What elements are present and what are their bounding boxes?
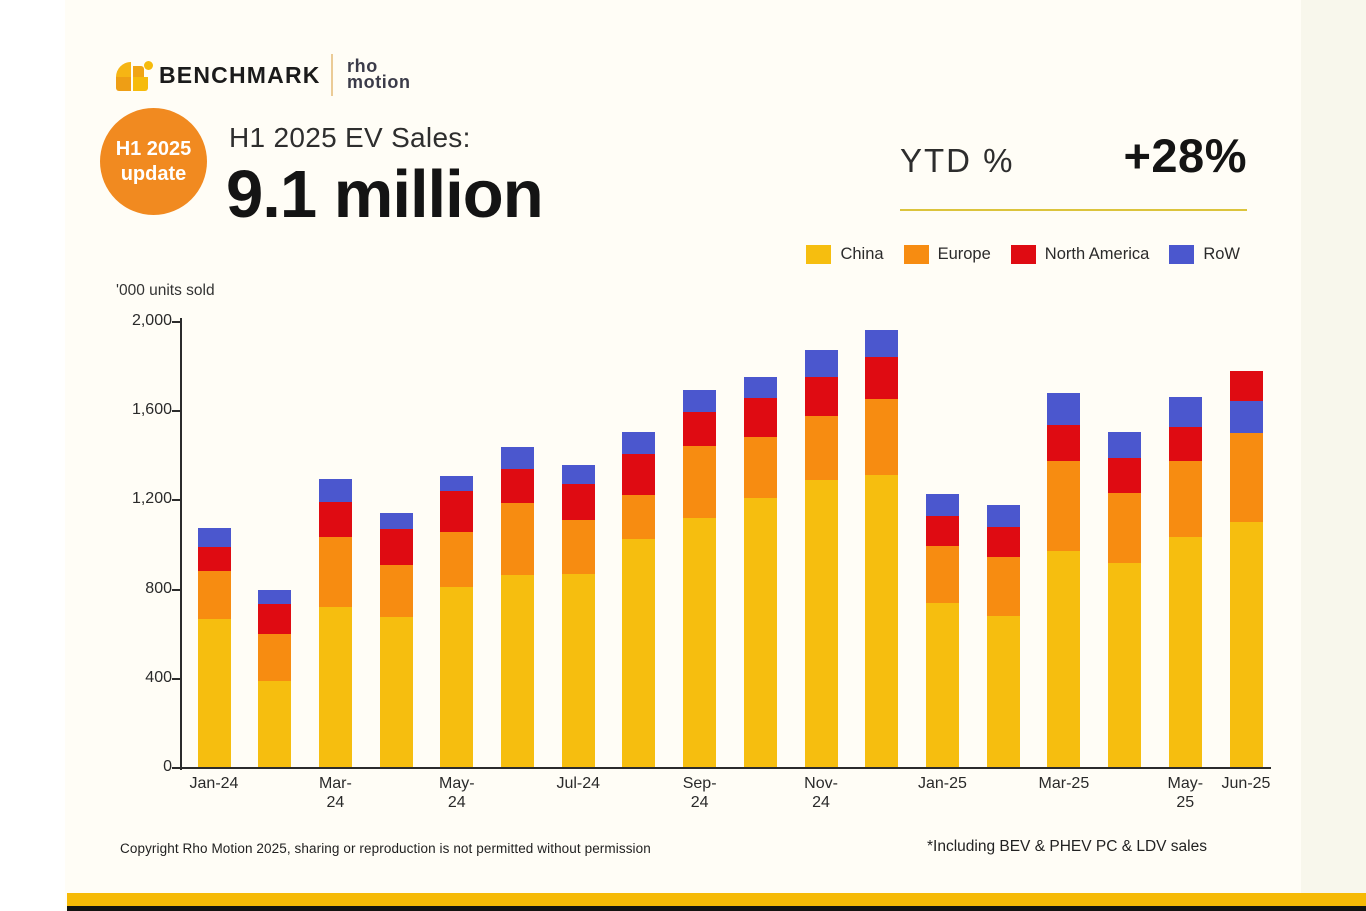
bar-segment-europe [926,546,959,603]
x-axis-label-line: Sep- [682,775,717,792]
bar-mar-24 [319,479,352,768]
bar-segment-row [1047,393,1080,424]
bar-sep-24 [683,390,716,768]
logo-divider [331,54,333,96]
x-axis-label-jan-25 [900,774,984,793]
bar-segment-europe [1108,493,1141,563]
y-tick-label-2,000: 2,000 [131,312,172,329]
bar-segment-row [744,377,777,398]
bar-segment-china [258,681,291,768]
legend-label: Europe [937,245,991,263]
bar-segment-row [1108,432,1141,458]
chart-title: H1 2025 EV Sales: [229,122,471,153]
bar-segment-north-america [380,529,413,565]
bar-segment-north-america [1108,458,1141,493]
x-axis-line [180,767,1271,769]
bar-segment-europe [1047,461,1080,550]
bar-aug-24 [622,432,655,768]
x-axis-label-line: Jun-25 [1221,775,1271,792]
x-axis-label-jan-24 [172,774,256,793]
bar-segment-row [319,479,352,501]
bar-segment-china [501,575,534,768]
bottom-black-band [67,906,1366,911]
bar-segment-china [683,518,716,768]
x-axis-label-mar-24 [293,774,377,812]
bar-jul-24 [562,465,595,768]
x-axis-label-line: 24 [326,794,345,811]
x-axis-label-line: 24 [812,794,830,811]
bar-segment-row [562,465,595,484]
x-axis-label-line: 24 [447,794,466,811]
legend [806,245,1240,264]
legend-label: China [840,245,884,263]
x-axis-label-sep-24 [658,774,742,812]
bar-segment-europe [683,446,716,518]
bar-segment-europe [562,520,595,574]
bar-oct-24 [744,377,777,768]
bar-jun-25 [1230,371,1263,768]
y-tick-mark [172,410,180,412]
bar-segment-europe [440,532,473,588]
bar-segment-europe [744,437,777,498]
footnote-text: *Including BEV & PHEV PC & LDV sales [927,838,1207,855]
bar-segment-china [1230,522,1263,768]
left-margin-strip [0,0,65,911]
bar-segment-china [1169,537,1202,768]
x-axis-label-nov-24 [779,774,863,812]
bar-segment-north-america [744,398,777,437]
bar-segment-north-america [1047,425,1080,462]
bar-segment-europe [805,416,838,481]
update-badge-line1: H1 2025 [115,137,192,160]
bar-segment-china [865,475,898,768]
y-tick-mark [172,499,180,501]
bar-may-24 [440,476,473,768]
bar-segment-china [622,539,655,768]
bar-segment-north-america [926,516,959,546]
bar-apr-25 [1108,432,1141,768]
bar-segment-north-america [805,377,838,416]
bar-segment-row [926,494,959,516]
bar-segment-china [198,619,231,768]
x-axis-label-line: 25 [1176,794,1195,811]
headline-value: 9.1 million [226,157,543,232]
legend-label: North America [1044,245,1150,263]
rho-motion-line1: rho [347,56,378,76]
bar-segment-row [198,528,231,547]
y-axis-title: '000 units sold [116,282,215,299]
bar-segment-europe [258,634,291,681]
x-axis-label-line: May- [439,775,475,792]
legend-swatch [1169,245,1194,264]
bar-segment-north-america [1169,427,1202,462]
legend-swatch [904,245,929,264]
bar-segment-china [805,480,838,768]
bar-segment-china [380,617,413,768]
y-tick-mark [172,589,180,591]
legend-swatch [1011,245,1036,264]
brand-row [113,56,321,94]
bar-may-25 [1169,397,1202,768]
bar-apr-24 [380,513,413,768]
bar-segment-china [1108,563,1141,768]
x-axis-label-jun-25 [1204,774,1288,793]
ytd-row [900,128,1247,183]
y-tick-mark [172,321,180,323]
legend-item-north-america [1011,245,1150,264]
bar-segment-north-america [440,491,473,531]
ytd-underline [900,209,1247,211]
bar-jan-25 [926,494,959,768]
bar-segment-china [440,587,473,768]
bar-nov-24 [805,350,838,768]
bar-segment-china [319,607,352,768]
bar-segment-north-america [683,412,716,445]
x-axis-label-line: Jan-24 [189,775,239,792]
legend-item-europe [904,245,991,264]
bar-segment-north-america [622,454,655,495]
x-axis-label-line: May- [1167,775,1204,792]
bar-segment-row [1230,401,1263,433]
bar-feb-24 [258,590,291,768]
bar-segment-europe [1230,433,1263,521]
y-axis-line [180,318,182,770]
ytd-value: +28% [1123,129,1247,182]
x-axis-label-line: Jan-25 [918,775,967,792]
y-tick-label-400: 400 [145,668,172,686]
bar-segment-china [562,574,595,768]
y-tick-label-0: 0 [163,758,172,775]
bar-segment-europe [501,503,534,575]
y-tick-label-1,600: 1,600 [131,401,172,419]
y-tick-label-1,200: 1,200 [131,490,172,508]
bar-segment-row [805,350,838,377]
bar-segment-row [258,590,291,604]
bar-jan-24 [198,528,231,768]
bar-segment-row [440,476,473,492]
y-tick-label-800: 800 [145,579,172,597]
bar-segment-row [1169,397,1202,427]
bar-segment-north-america [501,469,534,502]
rho-motion-wordmark [347,58,411,90]
benchmark-logo-icon [113,56,155,94]
bar-segment-row [622,432,655,453]
bar-segment-china [1047,551,1080,768]
bar-segment-north-america [198,547,231,570]
bar-segment-europe [198,571,231,619]
bar-segment-europe [622,495,655,540]
bar-jun-24 [501,447,534,768]
bar-segment-europe [380,565,413,617]
x-axis-label-may-24 [415,774,499,812]
x-axis-label-jul-24 [536,774,620,793]
bar-segment-north-america [1230,371,1263,401]
bar-segment-europe [1169,461,1202,537]
bar-segment-china [744,498,777,768]
benchmark-wordmark: BENCHMARK [159,61,321,88]
legend-label: RoW [1203,245,1240,263]
x-axis-label-mar-25 [1022,774,1106,793]
rho-motion-line2: motion [347,72,411,92]
bar-segment-europe [987,557,1020,616]
bar-segment-china [987,616,1020,768]
bar-segment-china [926,603,959,768]
right-margin-strip [1301,0,1366,911]
x-axis-label-line: Jul-24 [556,775,601,792]
y-tick-mark [172,767,180,769]
bar-segment-north-america [319,502,352,538]
y-tick-mark [172,678,180,680]
legend-item-row [1169,245,1240,264]
legend-swatch [806,245,831,264]
bar-segment-north-america [562,484,595,521]
bar-segment-row [683,390,716,412]
bar-segment-row [987,505,1020,527]
copyright-text: Copyright Rho Motion 2025, sharing or reproduction is not permitted without permission [120,841,651,856]
legend-item-china [806,245,883,264]
bar-segment-north-america [258,604,291,634]
bottom-yellow-band [67,893,1366,907]
x-axis-label-line: Mar-25 [1038,775,1090,792]
x-axis-label-line: Nov- [804,775,838,792]
x-axis-label-line: Mar- [318,775,352,792]
update-badge [100,108,207,215]
bar-segment-europe [319,537,352,607]
update-badge-line2: update [120,162,187,185]
bar-segment-north-america [865,357,898,399]
ytd-label: YTD % [900,142,1015,179]
bar-segment-row [380,513,413,530]
bar-feb-25 [987,505,1020,768]
x-axis-label-line: 24 [690,794,709,811]
bar-segment-europe [865,399,898,475]
bar-segment-row [865,330,898,357]
bar-dec-24 [865,330,898,768]
bar-mar-25 [1047,393,1080,768]
bar-segment-row [501,447,534,469]
bar-segment-north-america [987,527,1020,557]
